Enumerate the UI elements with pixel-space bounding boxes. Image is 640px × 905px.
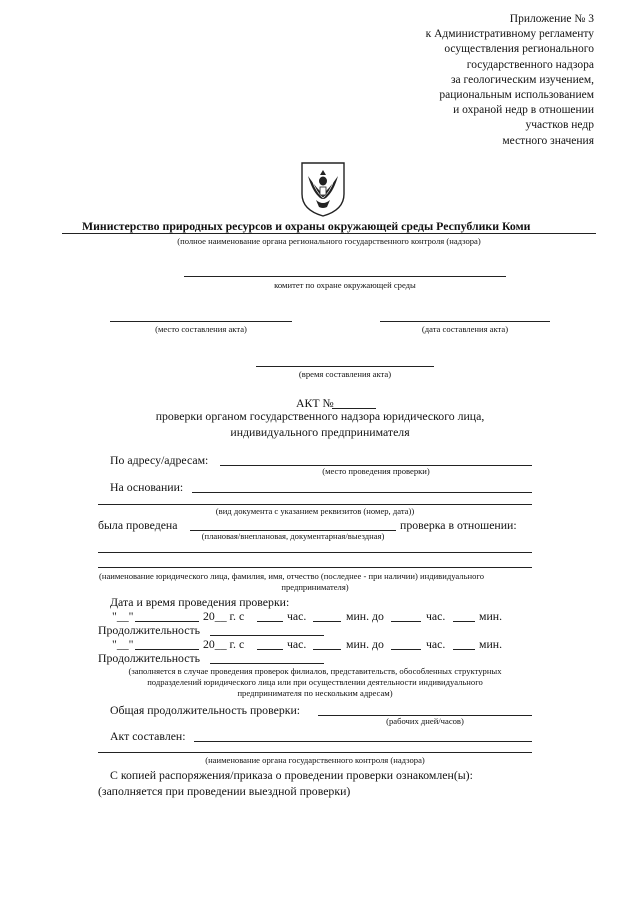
place-caption: (место составления акта) <box>155 324 247 334</box>
minute-to-label-2: мин. до <box>346 637 384 651</box>
entity-line-1[interactable] <box>98 552 532 553</box>
hour-label-2: час. <box>287 637 307 651</box>
minute-to-label: мин. до <box>346 609 384 623</box>
appendix-line: местного значения <box>502 134 594 147</box>
hour2-label-2: час. <box>426 637 446 651</box>
conducted-label: была проведена <box>98 518 178 532</box>
duration-line[interactable] <box>210 635 324 636</box>
entity-line-2[interactable] <box>98 567 532 568</box>
min-label: мин. <box>479 609 503 623</box>
entity-caption-2: предпринимателя) <box>281 582 349 592</box>
appendix-line: участков недр <box>525 119 594 132</box>
min-label-2: мин. <box>479 637 503 651</box>
appendix-line: за геологическим изучением, <box>451 73 594 86</box>
branch-caption-2: подразделений юридического лица или при осуществлении деятельности индивидуального <box>147 677 483 687</box>
ministry-caption: (полное наименование органа регионального государственного контроля (надзора) <box>177 236 481 246</box>
coat-of-arms-emblem <box>298 160 348 218</box>
place-line[interactable] <box>110 321 292 322</box>
entity-caption: (наименование юридического лица, фамилия, имя, отчество (последнее - при наличии) индивидуального <box>99 571 484 581</box>
address-caption: (место проведения проверки) <box>322 466 430 476</box>
hour-line-2[interactable] <box>257 649 283 650</box>
composed-caption: (наименование органа государственного контроля (надзора) <box>205 755 425 765</box>
duration-label: Продолжительность <box>98 623 201 637</box>
minute-line[interactable] <box>313 621 341 622</box>
minute-to-line-2[interactable] <box>453 649 475 650</box>
inspection-regarding-label: проверка в отношении: <box>400 518 517 532</box>
hour-to-line[interactable] <box>391 621 421 622</box>
act-title-line2: индивидуального предпринимателя <box>230 425 410 439</box>
appendix-block <box>426 12 594 149</box>
date-year-label-2: 20__ г. с <box>203 637 245 651</box>
time-line[interactable] <box>256 366 434 367</box>
composed-label: Акт составлен: <box>110 729 186 743</box>
appendix-line: к Административному регламенту <box>425 28 594 41</box>
appendix-line: и охраной недр в отношении <box>453 104 594 117</box>
act-number-label: АКТ № <box>296 396 334 410</box>
minute-line-2[interactable] <box>313 649 341 650</box>
duration-label-2: Продолжительность <box>98 651 201 665</box>
date-year-label: 20__ г. с <box>203 609 245 623</box>
appendix-line: рациональным использованием <box>439 89 594 102</box>
hour-to-line-2[interactable] <box>391 649 421 650</box>
copy-note: (заполняется при проведении выездной проверки) <box>98 784 351 798</box>
committee-line <box>184 276 506 277</box>
basis-label: На основании: <box>110 480 184 494</box>
total-duration-label: Общая продолжительность проверки: <box>110 703 301 717</box>
branch-caption-1: (заполняется в случае проведения проверок филиалов, представительств, обособленных структурных <box>128 666 502 676</box>
basis-line[interactable] <box>192 492 532 493</box>
hour-label: час. <box>287 609 307 623</box>
address-label: По адресу/адресам: <box>110 453 209 467</box>
date-quote: "__" <box>112 609 134 623</box>
time-caption: (время составления акта) <box>298 369 392 379</box>
date-quote-2: "__" <box>112 637 134 651</box>
hour-line[interactable] <box>257 621 283 622</box>
appendix-line: осуществления регионального <box>444 43 594 56</box>
date-month-line[interactable] <box>135 621 199 622</box>
branch-caption-3: предпринимателя по нескольким адресам) <box>237 688 393 698</box>
appendix-line: государственного надзора <box>466 58 594 71</box>
appendix-line: Приложение № 3 <box>509 13 594 25</box>
conducted-caption: (плановая/внеплановая, документарная/выездная) <box>201 531 385 541</box>
ministry-underline <box>62 233 596 234</box>
copy-text: С копией распоряжения/приказа о проведении проверки ознакомлен(ы): <box>110 768 473 782</box>
total-duration-caption: (рабочих дней/часов) <box>386 716 464 726</box>
datetime-label: Дата и время проведения проверки: <box>110 595 290 609</box>
doc-caption: (вид документа с указанием реквизитов (номер, дата)) <box>215 506 415 516</box>
ministry-name: Министерство природных ресурсов и охраны окружающей среды Республики Коми <box>82 219 531 233</box>
date-line[interactable] <box>380 321 550 322</box>
duration-line-2[interactable] <box>210 663 324 664</box>
minute-to-line[interactable] <box>453 621 475 622</box>
composed-line-2[interactable] <box>98 752 532 753</box>
hour2-label: час. <box>426 609 446 623</box>
date-month-line-2[interactable] <box>135 649 199 650</box>
committee-caption: комитет по охране окружающей среды <box>274 280 416 290</box>
composed-line[interactable] <box>194 741 532 742</box>
date-caption: (дата составления акта) <box>421 324 509 334</box>
basis-line-2[interactable] <box>98 504 532 505</box>
act-title-line1: проверки органом государственного надзора юридического лица, <box>155 409 485 423</box>
